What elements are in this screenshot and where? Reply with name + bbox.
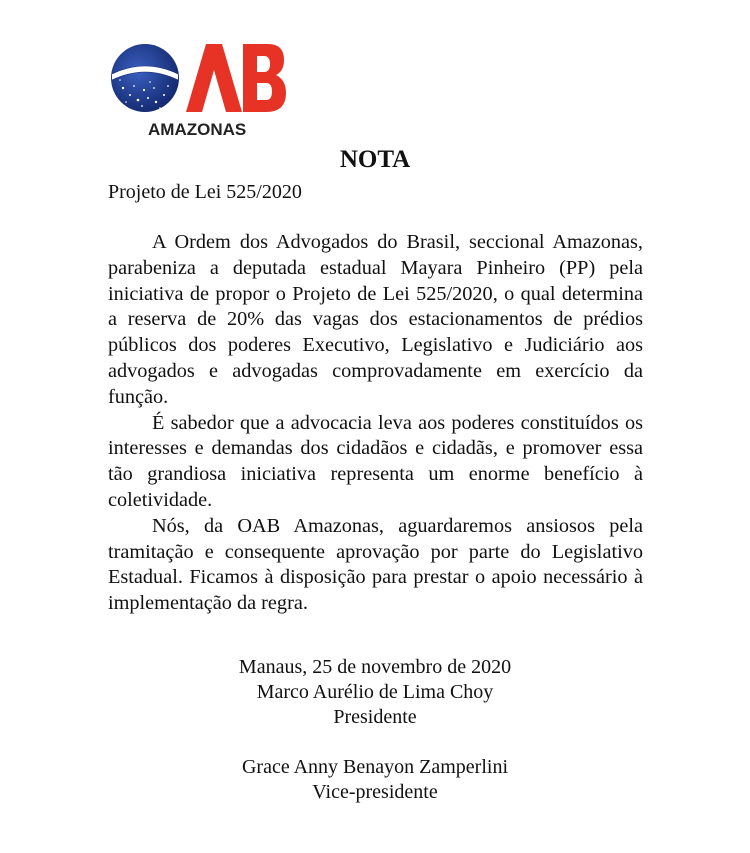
oab-amazonas-logo <box>108 40 288 140</box>
signatory-name-1: Marco Aurélio de Lima Choy <box>256 681 494 703</box>
paragraph-3: Nós, da OAB Amazonas, aguardaremos ansiosos pela tramitação e consequente aprovação por parte do Legislativo Estadual. Ficamos à disposição para prestar o apoio necessário à implementação da regra. <box>108 514 643 615</box>
signatory-name-2: Grace Anny Benayon Zamperlini <box>241 756 509 778</box>
document-title: NOTA <box>339 146 411 173</box>
paragraph-1: A Ordem dos Advogados do Brasil, seccional Amazonas, parabeniza a deputada estadual Mayara Pinheiro (PP) pela iniciativa de propor o Projeto de Lei 525/2020, o qual determina a reserva de 20% das vagas dos estacionamentos de prédios públicos dos poderes Executivo, Legislativo e Judiciário aos advogados e advogadas comprovadamente em exercício da função. <box>108 231 643 408</box>
document-subtitle: Projeto de Lei 525/2020 <box>108 181 302 203</box>
document-body <box>108 230 643 617</box>
oab-logo-graphic <box>108 40 288 140</box>
logo-letter-a <box>186 44 242 112</box>
signature-block <box>0 655 750 805</box>
paragraph-2: É sabedor que a advocacia leva aos poderes constituídos os interesses e demandas dos cidadãos e cidadãs, e promover essa tão grandiosa iniciativa representa um enorme benefício à coletividade. <box>108 411 643 511</box>
place-date: Manaus, 25 de novembro de 2020 <box>238 656 512 678</box>
logo-subtext: AMAZONAS <box>148 120 247 139</box>
globe-icon <box>111 44 179 112</box>
signature-spacer <box>0 730 750 755</box>
signatory-role-2: Vice-presidente <box>312 781 438 803</box>
logo-letter-b <box>243 44 286 112</box>
signatory-role-1: Presidente <box>333 706 417 728</box>
